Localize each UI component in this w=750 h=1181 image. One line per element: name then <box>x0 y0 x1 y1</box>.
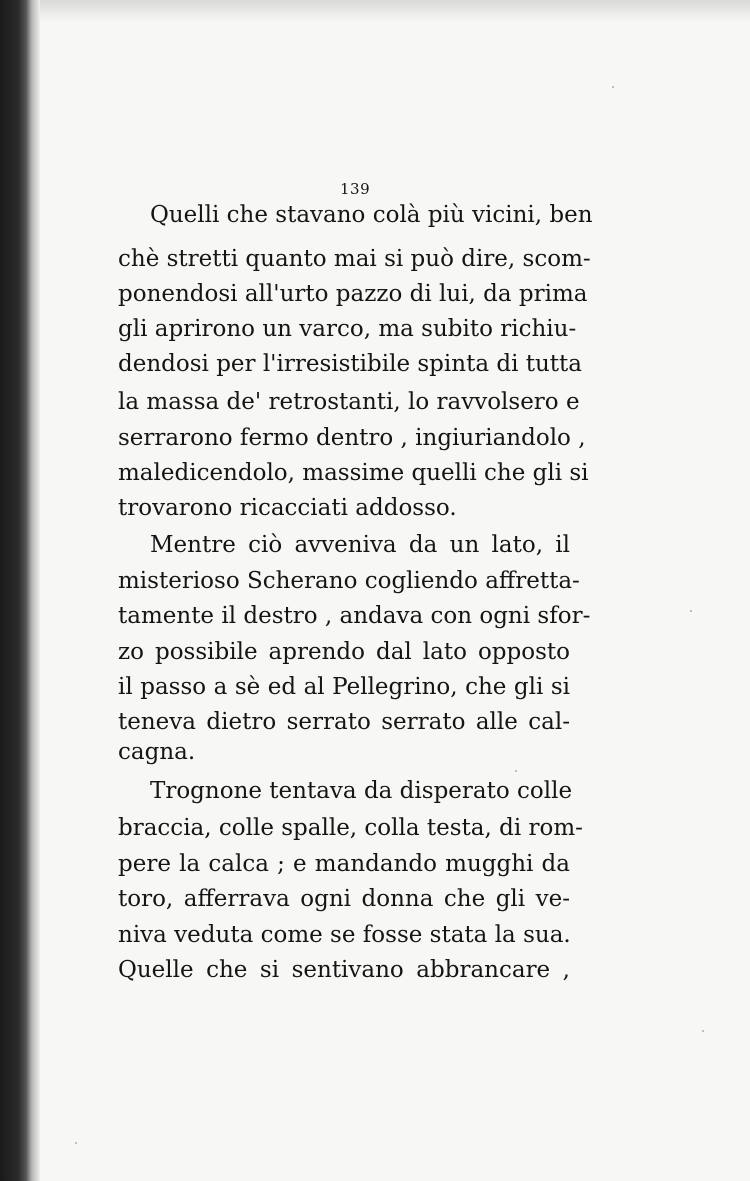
text-line: braccia, colle spalle, colla testa, di rom- <box>118 815 583 841</box>
text-line: trovarono ricacciati addosso. <box>118 495 457 521</box>
text-line: teneva dietro serrato serrato alle cal- <box>118 709 570 735</box>
page-number: 139 <box>340 180 371 198</box>
text-line: Mentre ciò avveniva da un lato, il <box>150 532 570 558</box>
text-line: Quelli che stavano colà più vicini, ben <box>150 202 593 228</box>
text-line: ponendosi all'urto pazzo di lui, da prima <box>118 281 588 307</box>
text-line: la massa de' retrostanti, lo ravvolsero e <box>118 389 580 415</box>
text-line: misterioso Scherano cogliendo affretta- <box>118 568 580 594</box>
text-line: maledicendolo, massime quelli che gli si <box>118 460 589 486</box>
text-line: il passo a sè ed al Pellegrino, che gli si <box>118 674 570 700</box>
text-line: serrarono fermo dentro , ingiuriandolo , <box>118 425 586 451</box>
text-line: pere la calca ; e mandando mugghi da <box>118 851 570 877</box>
binding-edge <box>0 0 40 1181</box>
text-line: gli aprirono un varco, ma subito richiu- <box>118 316 577 342</box>
text-line: dendosi per l'irresistibile spinta di tutta <box>118 351 582 377</box>
text-line: tamente il destro , andava con ogni sfor- <box>118 603 591 629</box>
text-line: toro, afferrava ogni donna che gli ve- <box>118 886 570 912</box>
top-shade <box>40 0 750 22</box>
text-line: Trognone tentava da disperato colle <box>150 778 573 804</box>
text-line: chè stretti quanto mai si può dire, scom- <box>118 246 591 272</box>
text-line: Quelle che si sentivano abbrancare , <box>118 957 570 983</box>
text-line: zo possibile aprendo dal lato opposto <box>118 639 570 665</box>
text-line: niva veduta come se fosse stata la sua. <box>118 922 571 948</box>
text-line: cagna. <box>118 739 196 765</box>
